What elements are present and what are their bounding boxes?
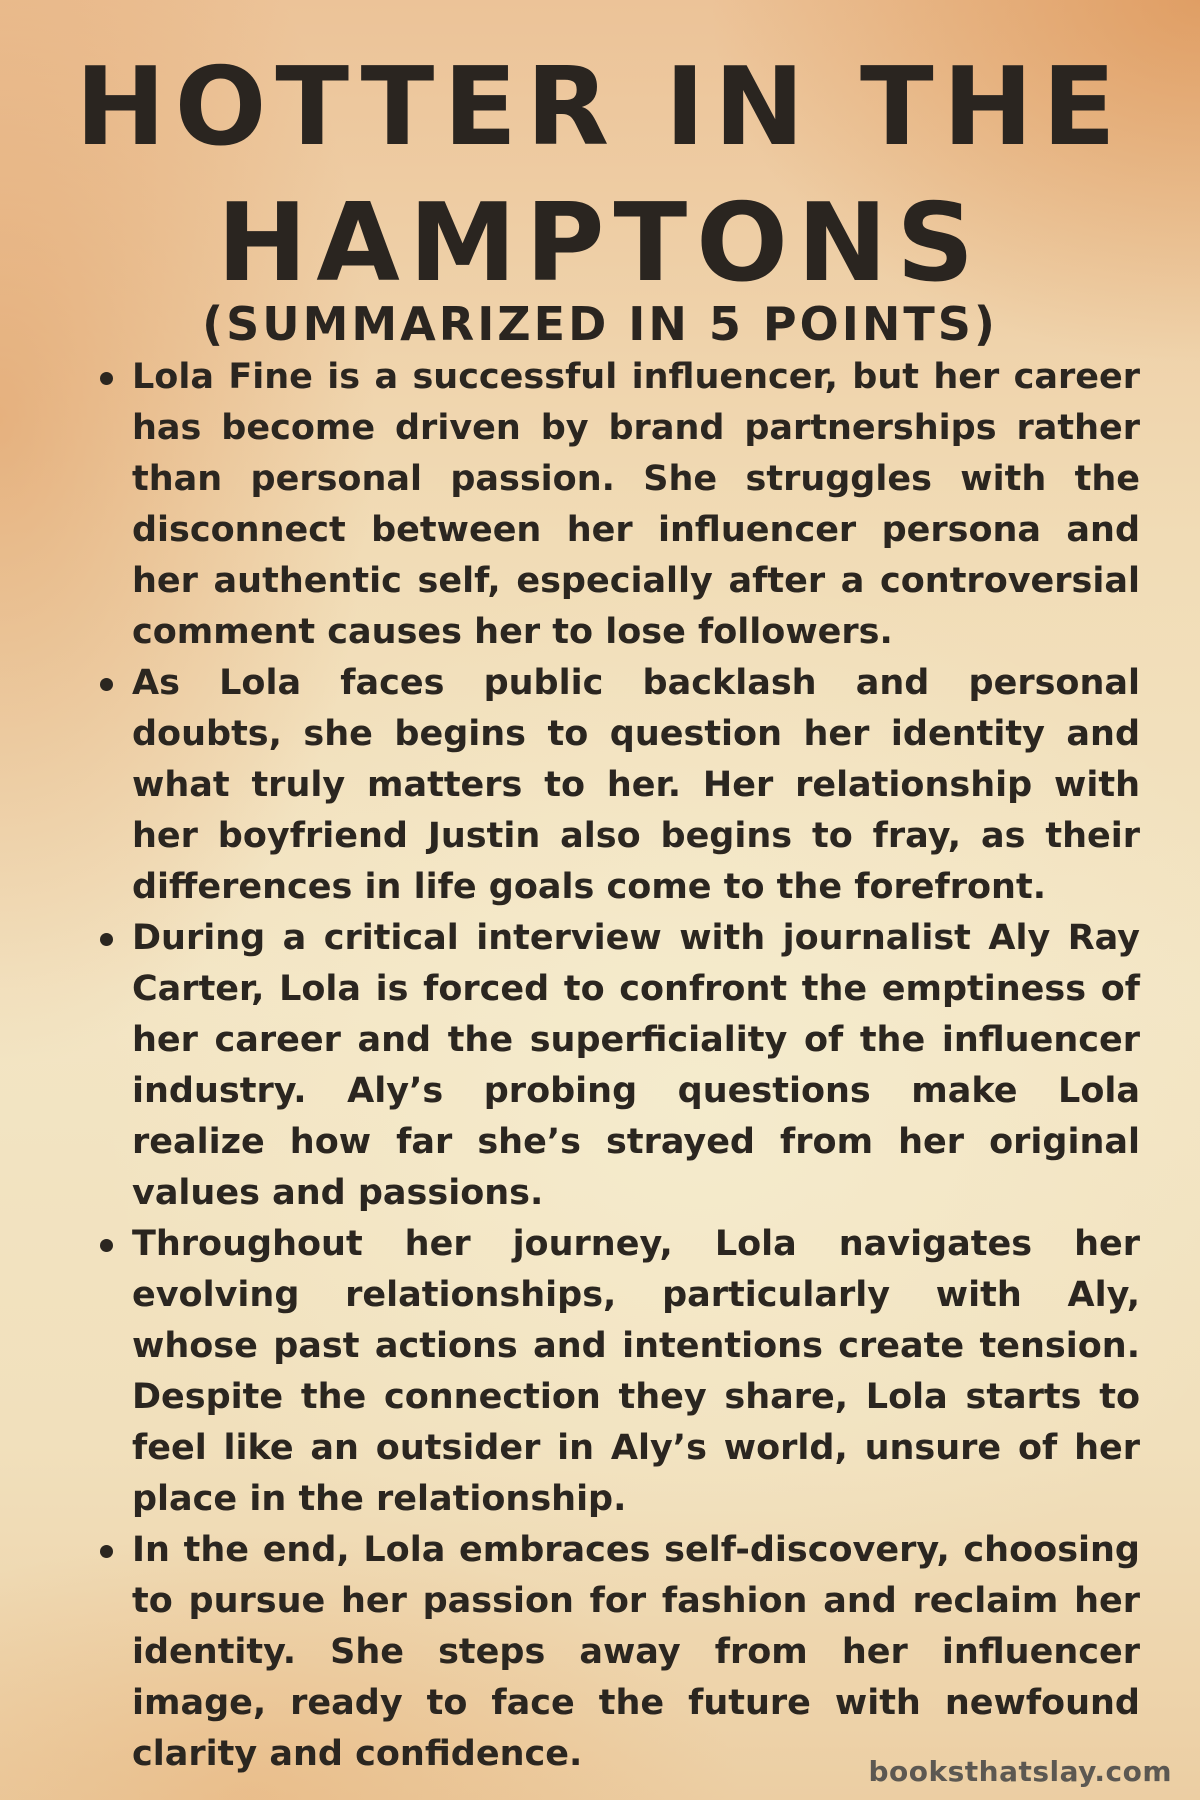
site-watermark: booksthatslay.com [868,1755,1172,1788]
subtitle: (SUMMARIZED IN 5 POINTS) [202,297,998,351]
summary-point-text: Throughout her journey, Lola navigates her evolving relationships, particularly with Aly, whose past actions and intentions create tension. Despite the connection they share, Lola starts to feel like an outsider in Aly’s world, unsure of her place in the relationship. [132,1224,1140,1519]
summary-point [96,658,1140,913]
bullet-icon [100,1239,113,1252]
summary-point [96,352,1140,658]
bullet-icon [100,372,113,385]
book-title-line-1: HOTTER IN THE [75,45,1125,170]
summary-point [96,1525,1140,1780]
book-title-line-2: HAMPTONS [216,181,984,306]
book-title [0,40,1200,312]
summary-point-text: As Lola faces public backlash and personal doubts, she begins to question her identity and what truly matters to her. Her relationship with her boyfriend Justin also begins to fray, as their differences in life goals come to the forefront. [132,663,1140,907]
bullet-icon [100,1545,113,1558]
summary-points-list [96,352,1140,1780]
summary-point [96,913,1140,1219]
bullet-icon [100,678,113,691]
summary-point-text: In the end, Lola embraces self-discovery, choosing to pursue her passion for fashion and reclaim her identity. She steps away from her influencer image, ready to face the future with newfound clarity and confidence. [132,1530,1140,1774]
summary-point [96,1219,1140,1525]
summary-point-text: Lola Fine is a successful influencer, but her career has become driven by brand partnerships rather than personal passion. She struggles with the disconnect between her influencer persona and her authentic self, especially after a controversial comment causes her to lose followers. [132,357,1140,652]
bullet-icon [100,933,113,946]
summary-point-text: During a critical interview with journalist Aly Ray Carter, Lola is forced to confront the emptiness of her career and the superficiality of the influencer industry. Aly’s probing questions make Lola realize how far she’s strayed from her original values and passions. [132,918,1140,1213]
